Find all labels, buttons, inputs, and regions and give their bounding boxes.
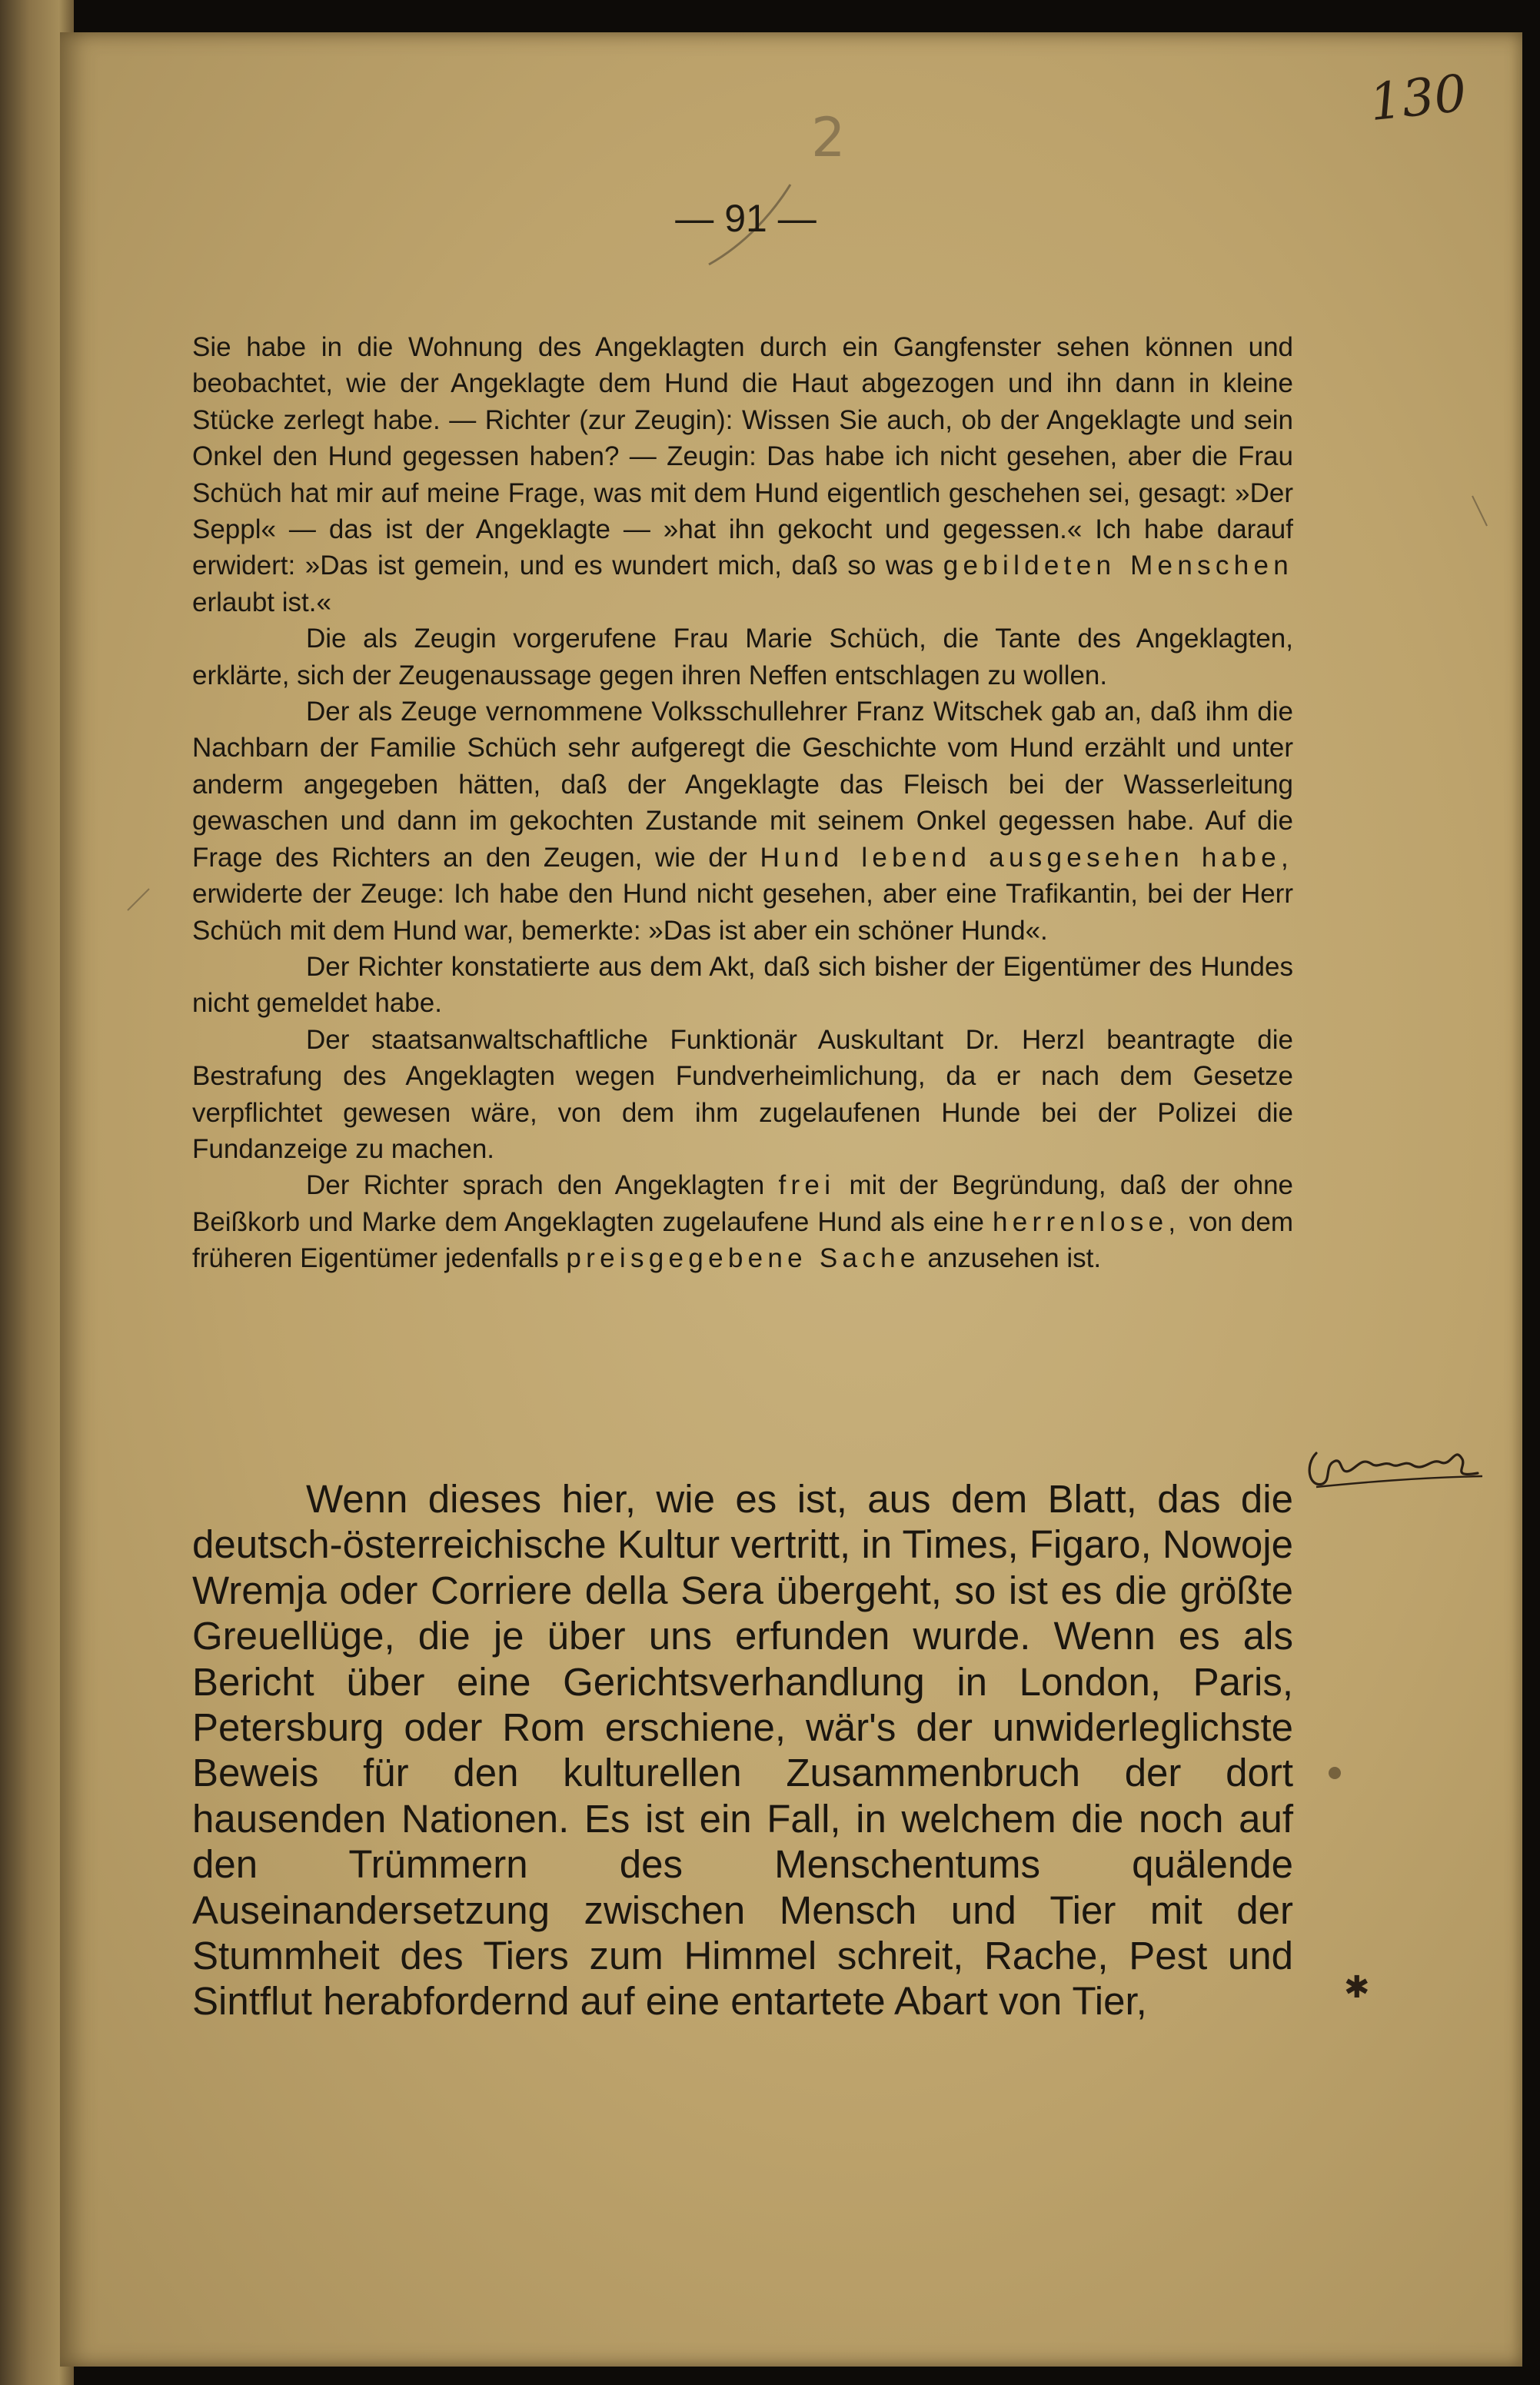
text-segment: erlaubt ist.«: [192, 587, 331, 617]
margin-ink-dot: [1329, 1767, 1341, 1779]
emphasized-text: preisgegebene Sache: [566, 1243, 920, 1274]
report-paragraph: [192, 1022, 1293, 1168]
report-paragraph: [192, 620, 1293, 694]
report-paragraph: [192, 949, 1293, 1022]
emphasized-text: gebildeten Menschen: [943, 551, 1293, 581]
text-segment: Sie habe in die Wohnung des Angeklagten durch ein Gangfenster sehen können und beobachtet, wie der Angeklagte dem Hund die Haut abgezogen und ihn dann in kleine Stücke zerlegt habe. — Richter (zur Zeugin): Wissen Sie auch, ob der Angeklagte und sein Onkel den Hund gegessen haben? — Zeugin: Das habe ich nicht gesehen, aber die Frau Schüch hat mir auf meine Frage, was mit dem Hund eigentlich geschehen sei, gesagt: »Der Seppl« — das ist der Angeklagte — »hat ihn gekocht und gegessen.« Ich habe darauf erwidert: »Das ist gemein, und es wundert mich, daß so was: [192, 332, 1293, 581]
report-paragraph: [192, 1167, 1293, 1276]
report-paragraph: [192, 694, 1293, 949]
text-segment: erwiderte der Zeuge: Ich habe den Hund nicht gesehen, aber eine Trafikantin, bei der Herr Schüch mit dem Hund war, bemerkte: »Das ist aber ein schöner Hund«.: [192, 879, 1293, 946]
text-segment: Der Richter konstatierte aus dem Akt, daß sich bisher der Eigentümer des Hundes nicht gemeldet habe.: [192, 951, 1293, 1019]
text-segment: Der Richter sprach den Angeklagten: [306, 1170, 779, 1201]
text-segment: von dem früheren Eigentümer jedenfalls: [192, 1206, 1293, 1274]
commentary-text: [192, 1476, 1293, 2024]
text-segment: anzusehen ist.: [920, 1243, 1102, 1274]
emphasized-text: Hund lebend ausgesehen habe,: [760, 842, 1293, 873]
text-segment: Die als Zeugin vorgerufene Frau Marie Schüch, die Tante des Angeklagten, erklärte, sich der Zeugenaussage gegen ihren Neffen entschlagen zu wollen.: [192, 624, 1293, 690]
text-segment: Der als Zeuge vernommene Volksschullehrer Franz Witschek gab an, daß ihm die Nachbarn der Familie Schüch sehr aufgeregt die Geschichte vom Hund erzählt und unter anderm angegeben hätten, daß der Angeklagte das Fleisch bei der Wasserleitung gewaschen und dann im gekochten Zustande mit seinem Onkel gegessen habe. Auf die Frage des Richters an den Zeugen, wie der: [192, 697, 1293, 873]
emphasized-text: frei: [778, 1170, 836, 1201]
handwritten-folio-number: 130: [1366, 63, 1470, 133]
page-number: — 91 —: [675, 197, 817, 240]
handwritten-signature: [1301, 1422, 1485, 1492]
report-paragraph: [192, 329, 1293, 620]
report-text: [192, 329, 1293, 1277]
margin-pencil-tick: [1468, 492, 1492, 531]
commentary-paragraph: Wenn dieses hier, wie es ist, aus dem Blatt, das die deutsch-österreichische Kultur vertritt, in Times, Figaro, Nowoje Wremja oder Corriere della Sera übergeht, so ist es die größte Greuellüge, die je über uns erfunden wurde. Wenn es als Bericht über eine Gerichtsverhandlung in London, Paris, Petersburg oder Rom erschiene, wär's der unwiderleglichste Beweis für den kulturellen Zusammenbruch der dort hausenden Nationen. Es ist ein Fall, in welchem die noch auf den Trümmern des Menschentums quälende Auseinandersetzung zwischen Mensch und Tier mit der Stummheit des Tiers zum Himmel schreit, Rache, Pest und Sintflut herabfordernd auf eine entartete Abart von Tier,: [192, 1477, 1293, 2024]
margin-pencil-dash: [123, 884, 154, 915]
text-segment: Der staatsanwaltschaftliche Funktionär Auskultant Dr. Herzl beantragte die Bestrafung des Angeklagten wegen Fundverheimlichung, da er nach dem Gesetze verpflichtet gewesen wäre, von dem ihm zugelaufenen Hunde bei der Polizei die Fundanzeige zu machen.: [192, 1024, 1293, 1164]
margin-ink-mark: ✱: [1344, 1970, 1370, 2005]
text-segment: mit der Begründung, daß der ohne Beißkorb und Marke dem Angeklagten zugelaufene Hund als eine: [192, 1170, 1294, 1237]
emphasized-text: herrenlose,: [993, 1206, 1181, 1237]
pencil-mark: 2: [811, 106, 846, 169]
